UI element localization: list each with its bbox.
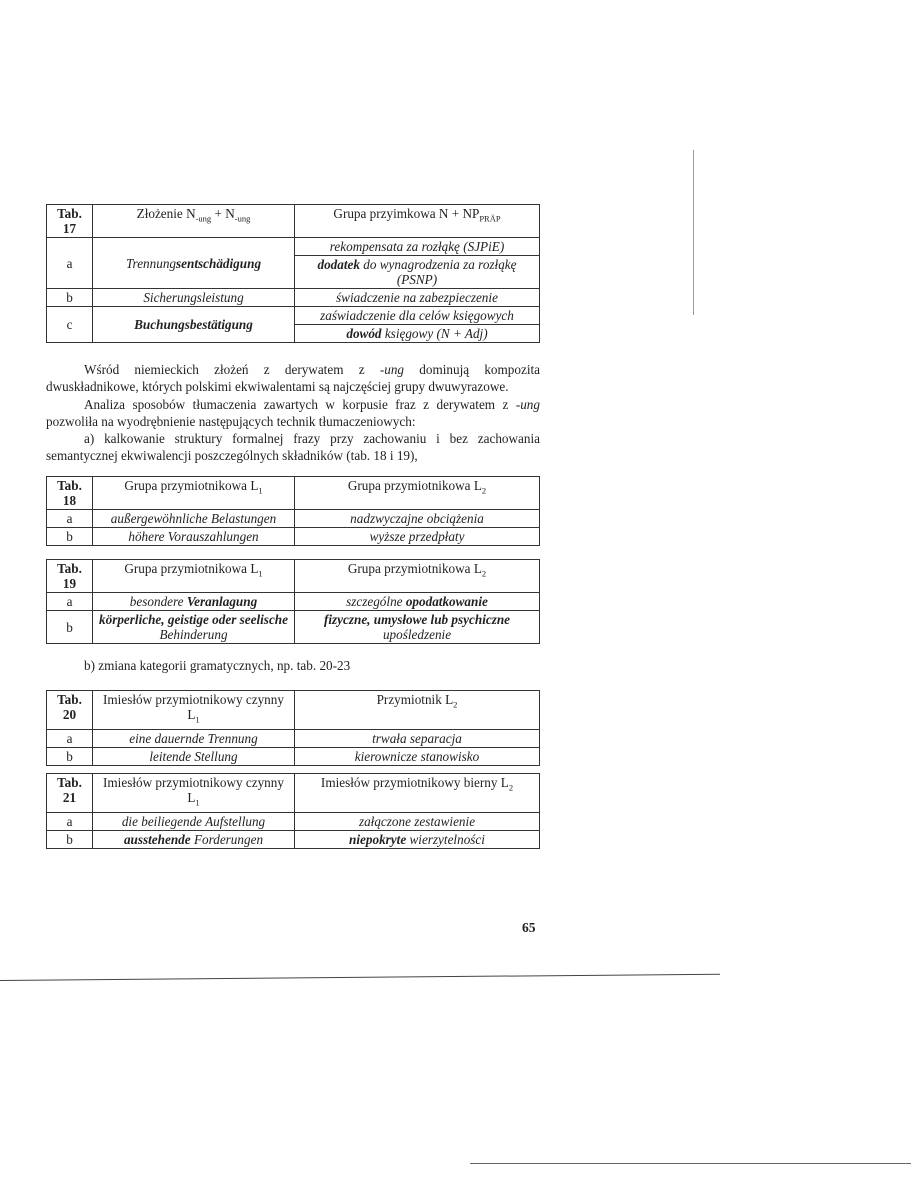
table-row bbox=[47, 307, 540, 325]
table-20 bbox=[46, 690, 540, 766]
table-row bbox=[47, 729, 540, 747]
page-number: 65 bbox=[522, 920, 536, 935]
polish-equivalent: rekompensata za rozłąkę (SJPiE) bbox=[295, 238, 540, 256]
table-header bbox=[47, 691, 540, 730]
polish-equivalent: wyższe przedpłaty bbox=[295, 528, 540, 546]
german-term: Trennungsentschädigung bbox=[93, 238, 295, 289]
german-term: höhere Vorauszahlungen bbox=[93, 528, 295, 546]
column-header: Złożenie $N_{-ung} + N_{-ung}$ bbox=[93, 205, 295, 238]
polish-equivalent: świadczenie na zabezpieczenie bbox=[295, 289, 540, 307]
row-id: b bbox=[47, 289, 93, 307]
scan-edge-line bbox=[0, 974, 720, 981]
polish-equivalent: dowód księgowy (N + Adj) bbox=[295, 325, 540, 343]
polish-equivalent: trwała separacja bbox=[295, 729, 540, 747]
table-label: Tab. 17 bbox=[47, 205, 93, 238]
row-id: a bbox=[47, 238, 93, 289]
row-id: a bbox=[47, 729, 93, 747]
column-header: Przymiotnik $L_2$ bbox=[295, 691, 540, 730]
row-id: b bbox=[47, 611, 93, 644]
row-id: b bbox=[47, 528, 93, 546]
german-term: eine dauernde Trennung bbox=[93, 729, 295, 747]
table-header bbox=[47, 774, 540, 813]
column-header: Grupa przymiotnikowa $L_2$ bbox=[295, 560, 540, 593]
polish-equivalent: szczególne opodatkowanie bbox=[295, 593, 540, 611]
polish-equivalent: zaświadczenie dla celów księgowych bbox=[295, 307, 540, 325]
polish-equivalent: załączone zestawienie bbox=[295, 812, 540, 830]
paragraph: Wśród niemieckich złożeń z derywatem z -ung dominują kompozita dwuskładnikowe, których polskimi ekwiwalentami są najczęściej grupy dwuwyrazowe. bbox=[46, 362, 541, 395]
column-header: Imiesłów przymiotnikowy bierny $L_2$ bbox=[295, 774, 540, 813]
german-term: ausstehende Forderungen bbox=[93, 830, 295, 848]
paragraph: b) zmiana kategorii gramatycznych, np. tab. 20-23 bbox=[84, 658, 351, 673]
paragraph: a) kalkowanie struktury formalnej frazy przy zachowaniu i bez zachowania semantycznej ekwiwalencji poszczególnych składników (tab. 18 i 19), bbox=[46, 431, 540, 464]
table-row bbox=[47, 510, 540, 528]
table-row bbox=[47, 238, 540, 256]
german-term: körperliche, geistige oder seelische Behinderung bbox=[93, 611, 295, 644]
row-id: b bbox=[47, 747, 93, 765]
german-term: außergewöhnliche Belastungen bbox=[93, 510, 295, 528]
paragraph: Analiza sposobów tłumaczenia zawartych w korpusie fraz z derywatem z -ung pozwoliła na wyodrębnienie następujących technik tłumaczeniowych: bbox=[46, 396, 540, 429]
table-label: Tab. 19 bbox=[47, 560, 93, 593]
german-term: besondere Veranlagung bbox=[93, 593, 295, 611]
polish-equivalent: nadzwyczajne obciążenia bbox=[295, 510, 540, 528]
table-header bbox=[47, 560, 540, 593]
row-id: a bbox=[47, 510, 93, 528]
table-19 bbox=[46, 559, 540, 644]
scan-edge-line bbox=[470, 1163, 911, 1164]
polish-equivalent: fizyczne, umysłowe lub psychiczne upośledzenie bbox=[295, 611, 540, 644]
table-header bbox=[47, 477, 540, 510]
german-term: Buchungsbestätigung bbox=[93, 307, 295, 343]
table-label: Tab. 21 bbox=[47, 774, 93, 813]
german-term: Sicherungsleistung bbox=[93, 289, 295, 307]
polish-equivalent: dodatek do wynagrodzenia za rozłąkę (PSNP) bbox=[295, 256, 540, 289]
table-18 bbox=[46, 476, 540, 546]
german-term: leitende Stellung bbox=[93, 747, 295, 765]
column-header: Imiesłów przymiotnikowy czynny $L_1$ bbox=[93, 691, 295, 730]
polish-equivalent: kierownicze stanowisko bbox=[295, 747, 540, 765]
table-21 bbox=[46, 773, 540, 849]
table-row bbox=[47, 289, 540, 307]
body-text bbox=[46, 657, 540, 674]
row-id: a bbox=[47, 593, 93, 611]
column-header: Imiesłów przymiotnikowy czynny $L_1$ bbox=[93, 774, 295, 813]
table-17 bbox=[46, 204, 540, 343]
body-text bbox=[46, 361, 540, 465]
table-row bbox=[47, 528, 540, 546]
table-label: Tab. 18 bbox=[47, 477, 93, 510]
table-row bbox=[47, 830, 540, 848]
column-header: Grupa przymiotnikowa $L_1$ bbox=[93, 477, 295, 510]
german-term: die beiliegende Aufstellung bbox=[93, 812, 295, 830]
table-header bbox=[47, 205, 540, 238]
table-row bbox=[47, 812, 540, 830]
row-id: a bbox=[47, 812, 93, 830]
scan-edge-line bbox=[693, 150, 694, 315]
table-row bbox=[47, 611, 540, 644]
table-row bbox=[47, 747, 540, 765]
row-id: c bbox=[47, 307, 93, 343]
column-header: Grupa przyimkowa $N + NP_{PRÄP}$ bbox=[295, 205, 540, 238]
table-row bbox=[47, 593, 540, 611]
polish-equivalent: niepokryte wierzytelności bbox=[295, 830, 540, 848]
row-id: b bbox=[47, 830, 93, 848]
table-label: Tab. 20 bbox=[47, 691, 93, 730]
column-header: Grupa przymiotnikowa $L_1$ bbox=[93, 560, 295, 593]
column-header: Grupa przymiotnikowa $L_2$ bbox=[295, 477, 540, 510]
